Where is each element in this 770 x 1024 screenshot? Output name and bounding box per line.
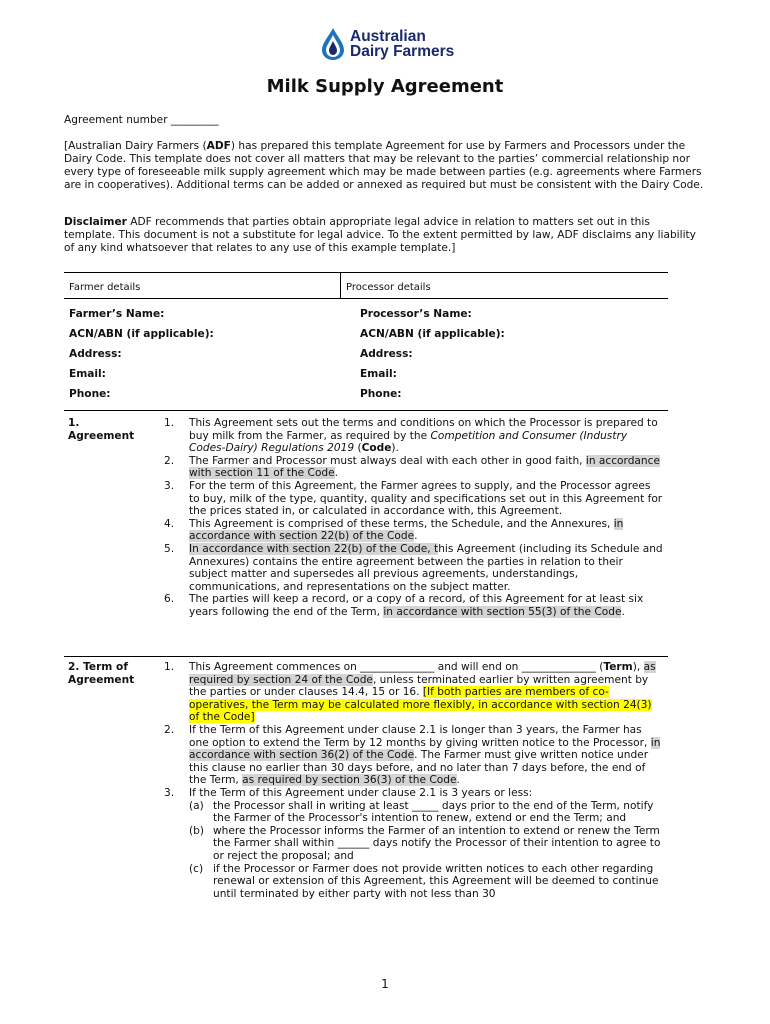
clause-2-2: 2. If the Term of this Agreement under clause 2.1 is longer than 3 years, the Farmer has one option to extend the Term by 12 months by giving written notice to the Processor, in accordance with section 36(2) of the Code. The Farmer must give written notice under this clause no earlier than 30 days before, and no later than 7 days before, the end of the Term, as required by section 36(3) of the Code. [164, 723, 661, 787]
processor-name-label: Processor’s Name: [360, 308, 472, 320]
processor-abn-label: ACN/ABN (if applicable): [360, 328, 505, 340]
farmer-address-label: Address: [69, 348, 122, 360]
section-1-title: 1. Agreement [68, 417, 135, 442]
subclause-2-3-a: (a) the Processor shall in writing at least _____ days prior to the end of the Term, notify the Farmer of the Processor's intention to renew, extend or end the Term; and [189, 799, 654, 825]
adf-logo [320, 27, 454, 61]
processor-details-header: Processor details [346, 282, 431, 293]
farmer-details-header: Farmer details [69, 282, 141, 293]
subclause-2-3-b: (b) where the Processor informs the Farmer of an intention to extend or renew the Term the Farmer shall within ______ days notify the Processor of their intention to agree to or reject the proposal; and [189, 824, 661, 862]
clause-1-2: 2. The Farmer and Processor must always deal with each other in good faith, in accordance with section 11 of the Code. [164, 454, 660, 480]
document-title: Milk Supply Agreement [266, 76, 504, 97]
logo-line-1: Australian [350, 28, 426, 45]
farmer-name-label: Farmer’s Name: [69, 308, 165, 320]
clause-1-1: 1. This Agreement sets out the terms and conditions on which the Processor is prepared to buy milk from the Farmer, as required by the Competition and Consumer (Industry Codes-Dairy) Regulations 2019 (Code). [164, 417, 658, 455]
section-1-clauses [164, 417, 664, 619]
processor-phone-label: Phone: [360, 388, 402, 400]
clause-1-4: 4. This Agreement is comprised of these terms, the Schedule, and the Annexures, in accordance with section 22(b) of the Code. [164, 517, 624, 543]
clause-2-3-subclauses [189, 800, 664, 901]
farmer-email-label: Email: [69, 368, 106, 380]
clause-1-3: 3. For the term of this Agreement, the Farmer agrees to supply, and the Processor agrees to buy, milk of the type, quantity, quality and specifications set out in this Agreement for the prices stated in, or calculated in accordance with, this Agreement. [164, 479, 663, 518]
farmer-abn-label: ACN/ABN (if applicable): [69, 328, 214, 340]
section-2-title: 2. Term of Agreement [68, 661, 135, 686]
clause-1-6: 6. The parties will keep a record, or a copy of a record, of this Agreement for at least six years following the end of the Term, in accordance with section 55(3) of the Code. [164, 593, 644, 618]
section-2-clauses [164, 661, 664, 900]
milk-drop-icon [320, 27, 346, 61]
processor-address-label: Address: [360, 348, 413, 360]
page-number: 1 [381, 977, 389, 991]
subclause-2-3-c: (c) if the Processor or Farmer does not provide written notices to each other regarding renewal or extension of this Agreement, this Agreement will be deemed to continue until terminated by either party with not less than 30 [189, 862, 659, 900]
disclaimer-paragraph: Disclaimer ADF recommends that parties obtain appropriate legal advice in relation to matters set out in this template. This document is not a substitute for legal advice. To the extent permitted by law, ADF disclaims any liability of any kind whatsoever that relates to any use of this example template.] [64, 216, 696, 254]
intro-paragraph: [Australian Dairy Farmers (ADF) has prepared this template Agreement for use by Farmers and Processors under the Dairy Code. This template does not cover all matters that may be relevant to the parties’ commercial relationship nor every type of foreseeable milk supply agreement which may be made between parties (e.g. agreements where Farmers are in cooperatives). Additional terms can be added or annexed as required but must be consistent with the Dairy Code. [64, 140, 704, 191]
disclaimer-label: Disclaimer [64, 216, 127, 228]
processor-email-label: Email: [360, 368, 397, 380]
agreement-number: Agreement number _________ [64, 114, 219, 126]
clause-2-1: 1. This Agreement commences on ______________ and will end on ______________ (Term), as required by section 24 of the Code, unless terminated earlier by written agreement by the parties or under clauses 14.4, 15 or 16. [If both parties are members of co-operatives, the Term may be calculated more flexibly, in accordance with section 24(3) of the Code] [164, 661, 656, 724]
clause-1-5: 5. In accordance with section 22(b) of the Code, this Agreement (including its Schedule and Annexures) contains the entire agreement between the parties in relation to their subject matter and supersedes all previous agreements, understandings, communications, and representations on the subject matter. [164, 542, 663, 593]
farmer-phone-label: Phone: [69, 388, 111, 400]
clause-2-3: 3. If the Term of this Agreement under clause 2.1 is 3 years or less: (a) the Processor shall in writing at least _____ days prior to the end of the Term, notify the Farmer of the Processor's intention to renew, extend or end the Term; and (b) where the Processor informs the Farmer of an intention to extend or renew the Term the Farmer shall within ______ days notify the Processor of their intention to agree to or reject the proposal; and (c) if the Processor or Farmer does not provide written notices to each other regarding renewal or extension of this Agreement, this Agreement will be deemed to continue until terminated by either party with not less than 30 [164, 787, 664, 900]
logo-line-2: Dairy Farmers [350, 43, 455, 60]
